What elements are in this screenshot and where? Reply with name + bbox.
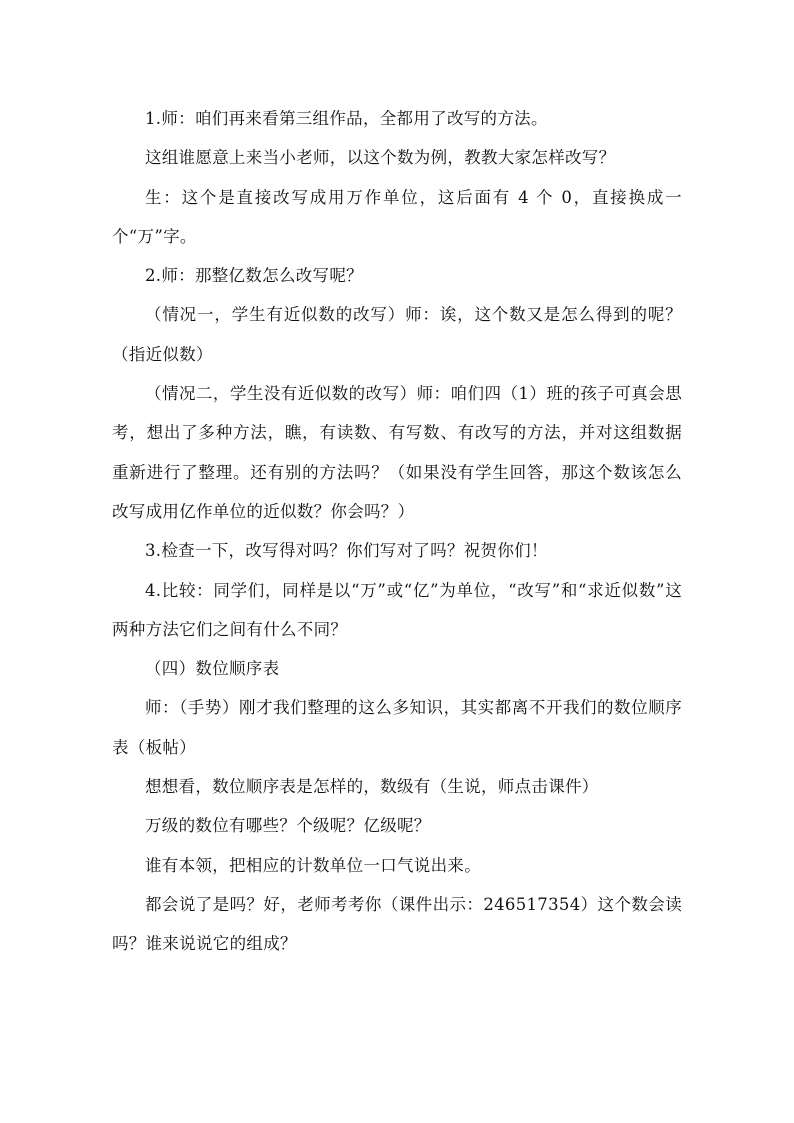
paragraph-12: 万级的数位有哪些？个级呢？亿级呢？ (145, 816, 431, 836)
paragraph-1: 1.师：咱们再来看第三组作品，全都用了改写的方法。 (145, 109, 548, 128)
paragraph-8: 4.比较：同学们，同样是以“万”或“亿”为单位，“改写”和“求近似数”这两种方法它们之间有什么不同？ (112, 580, 682, 639)
paragraph-2: 这组谁愿意上来当小老师，以这个数为例，教教大家怎样改写？ (145, 148, 616, 168)
paragraph-7: 3.检查一下，改写得对吗？你们写对了吗？祝贺你们！ (145, 541, 548, 561)
paragraph-6: （情况二，学生没有近似数的改写）师：咱们四（1）班的孩子可真会思考，想出了多种方法，瞧，有读数、有写数、有改写的方法，并对这组数据重新进行了整理。还有别的方法吗？（如果没有学生回答，那这个数该怎么改写成用亿作单位的近似数？你会吗？） (112, 384, 682, 521)
paragraph-14: 都会说了是吗？好，老师考考你（课件出示：246517354）这个数会读吗？谁来说说它的组成？ (112, 894, 682, 954)
paragraph-4: 2.师：那整亿数怎么改写呢？ (145, 266, 363, 286)
paragraph-13: 谁有本领，把相应的计数单位一口气说出来。 (145, 855, 481, 875)
document-body (112, 99, 682, 964)
paragraph-11: 想想看，数位顺序表是怎样的，数级有（生说，师点击课件） (145, 777, 599, 797)
paragraph-3: 生：这个是直接改写成用万作单位，这后面有 4 个 0，直接换成一个“万”字。 (112, 187, 682, 246)
paragraph-10: 师：（手势）刚才我们整理的这么多知识，其实都离不开我们的数位顺序表（板帖） (112, 698, 682, 757)
section-heading: （四）数位顺序表 (145, 659, 280, 679)
paragraph-5: （情况一，学生有近似数的改写）师：诶，这个数又是怎么得到的呢？（指近似数） (112, 305, 682, 364)
